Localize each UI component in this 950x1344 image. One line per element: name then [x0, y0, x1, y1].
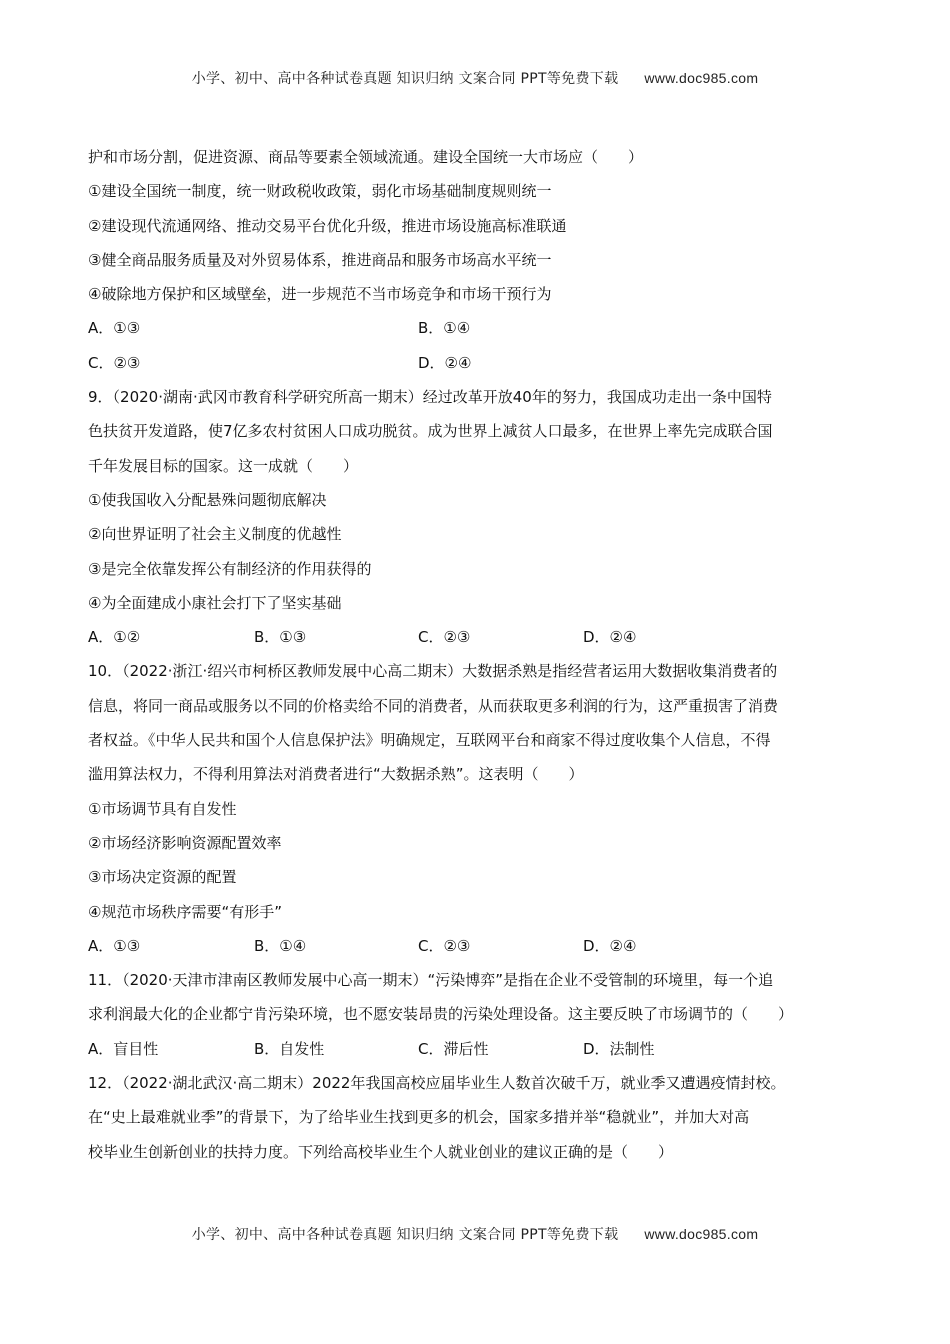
q8-option-a[interactable]: A．①③: [88, 319, 141, 338]
q10-option-d[interactable]: D．②④: [583, 936, 637, 955]
q10-options-row: [88, 929, 863, 963]
q9-statement-3: ③是完全依靠发挥公有制经济的作用获得的: [88, 559, 372, 578]
q8-statement-4: ④破除地方保护和区域壁垒，进一步规范不当市场竞争和市场干预行为: [88, 285, 552, 304]
q9-option-c[interactable]: C．②③: [418, 628, 471, 647]
q11-option-c[interactable]: C．滞后性: [418, 1039, 489, 1058]
page-footer: [0, 1224, 950, 1244]
header-url[interactable]: www.doc985.com: [644, 70, 759, 86]
q8-option-b[interactable]: B．①④: [418, 319, 471, 338]
q9-stem-line-2: 色扶贫开发道路，使7亿多农村贫困人口成功脱贫。成为世界上减贫人口最多，在世界上率先完成联合国: [88, 422, 773, 441]
q8-options-row-1: [88, 311, 863, 345]
q11-option-d[interactable]: D．法制性: [583, 1039, 655, 1058]
q9-option-d[interactable]: D．②④: [583, 628, 637, 647]
q8-stem-line: 护和市场分割，促进资源、商品等要素全领域流通。建设全国统一大市场应（ ）: [88, 148, 644, 166]
q9-stem-line-3: 千年发展目标的国家。这一成就（ ）: [88, 456, 359, 475]
q9-option-b[interactable]: B．①③: [254, 628, 307, 647]
footer-text: 小学、初中、高中各种试卷真题 知识归纳 文案合同 PPT等免费下载: [191, 1227, 619, 1243]
q9-stem-line-1: 9．（2020·湖南·武冈市教育科学研究所高一期末）经过改革开放40年的努力，我国成功走出一条中国特: [88, 388, 772, 407]
q11-stem-line-1: 11．（2020·天津市津南区教师发展中心高一期末）“污染博弈”是指在企业不受管制的环境里，每一个追: [88, 971, 774, 990]
q10-option-c[interactable]: C．②③: [418, 936, 471, 955]
question-content: [88, 140, 863, 1169]
q9-option-a[interactable]: A．①②: [88, 628, 141, 647]
q10-option-a[interactable]: A．①③: [88, 936, 141, 955]
q8-option-c[interactable]: C．②③: [88, 353, 141, 372]
footer-url[interactable]: www.doc985.com: [644, 1226, 759, 1242]
q12-stem-line-1: 12．（2022·湖北武汉·高二期末）2022年我国高校应届毕业生人数首次破千万，就业季又遭遇疫情封校。: [88, 1074, 786, 1093]
q10-stem-line-3: 者权益。《中华人民共和国个人信息保护法》明确规定，互联网平台和商家不得过度收集个人信息，不得: [88, 731, 771, 750]
q8-statement-3: ③健全商品服务质量及对外贸易体系，推进商品和服务市场高水平统一: [88, 250, 552, 269]
q12-stem-line-3: 校毕业生创新创业的扶持力度。下列给高校毕业生个人就业创业的建议正确的是（ ）: [88, 1142, 674, 1161]
q10-statement-1: ①市场调节具有自发性: [88, 799, 237, 818]
q9-statement-4: ④为全面建成小康社会打下了坚实基础: [88, 593, 342, 612]
q8-option-d[interactable]: D．②④: [418, 353, 472, 372]
q11-option-b[interactable]: B．自发性: [254, 1039, 325, 1058]
q10-stem-line-4: 滥用算法权力，不得利用算法对消费者进行“大数据杀熟”。这表明（ ）: [88, 765, 584, 784]
q10-stem-line-1: 10．（2022·浙江·绍兴市柯桥区教师发展中心高二期末）大数据杀熟是指经营者运用大数据收集消费者的: [88, 662, 778, 681]
q11-options-row: [88, 1032, 863, 1066]
q10-option-b[interactable]: B．①④: [254, 936, 307, 955]
q9-statement-2: ②向世界证明了社会主义制度的优越性: [88, 525, 342, 544]
q9-statement-1: ①使我国收入分配悬殊问题彻底解决: [88, 490, 327, 509]
q12-stem-line-2: 在“史上最难就业季”的背景下，为了给毕业生找到更多的机会，国家多措并举“稳就业”，并加大对高: [88, 1108, 750, 1127]
header-text: 小学、初中、高中各种试卷真题 知识归纳 文案合同 PPT等免费下载: [191, 71, 619, 87]
page-header: [0, 68, 950, 88]
q11-option-a[interactable]: A．盲目性: [88, 1039, 159, 1058]
q8-options-row-2: [88, 346, 863, 380]
q10-statement-3: ③市场决定资源的配置: [88, 868, 237, 887]
q10-statement-4: ④规范市场秩序需要“有形手”: [88, 902, 282, 921]
q10-statement-2: ②市场经济影响资源配置效率: [88, 833, 282, 852]
q9-options-row: [88, 620, 863, 654]
q11-stem-line-2: 求利润最大化的企业都宁肯污染环境，也不愿安装昂贵的污染处理设备。这主要反映了市场调节的（ ）: [88, 1005, 794, 1024]
q8-statement-1: ①建设全国统一制度，统一财政税收政策，弱化市场基础制度规则统一: [88, 182, 552, 201]
q8-statement-2: ②建设现代流通网络、推动交易平台优化升级，推进市场设施高标准联通: [88, 216, 567, 235]
q10-stem-line-2: 信息，将同一商品或服务以不同的价格卖给不同的消费者，从而获取更多利润的行为，这严重损害了消费: [88, 696, 779, 715]
